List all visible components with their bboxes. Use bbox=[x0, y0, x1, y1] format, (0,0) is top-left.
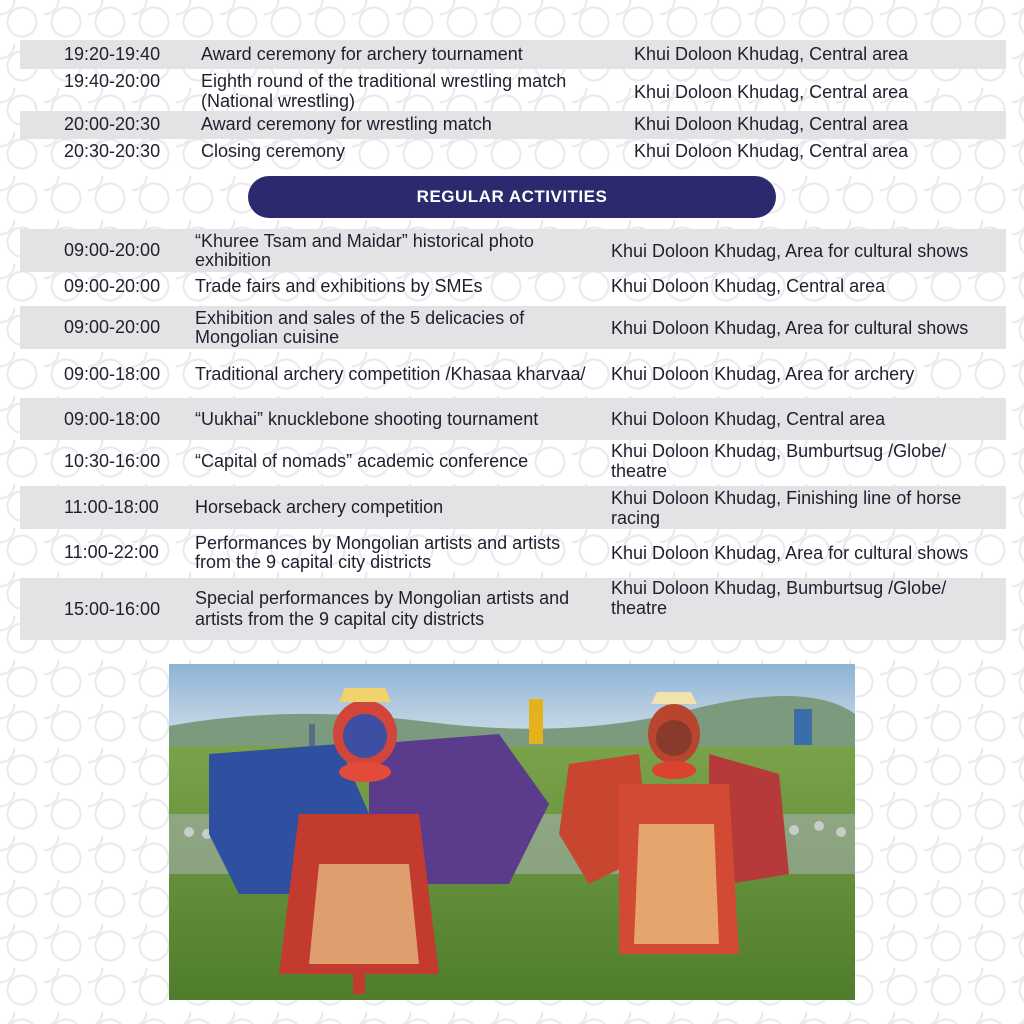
event-cell: Award ceremony for archery tournament bbox=[201, 44, 523, 64]
event-cell: Closing ceremony bbox=[201, 141, 346, 161]
event-cell: Special performances by Mongolian artists and artists from the 9 capital city districts bbox=[195, 588, 570, 629]
time-cell: 11:00-22:00 bbox=[64, 542, 159, 562]
activity-row bbox=[20, 486, 1006, 529]
event-cell: Traditional archery competition /Khasaa kharvaa/ bbox=[195, 363, 586, 384]
time-cell: 09:00-18:00 bbox=[64, 363, 161, 384]
activity-row bbox=[20, 272, 1006, 300]
activity-row bbox=[20, 531, 1006, 574]
section-header bbox=[248, 176, 776, 218]
time-cell: 19:20-19:40 bbox=[64, 44, 161, 64]
location-cell: Khui Doloon Khudag, Area for archery bbox=[611, 364, 915, 384]
schedule-row bbox=[20, 70, 1006, 110]
location-cell: Khui Doloon Khudag, Central area bbox=[611, 409, 886, 429]
time-cell: 20:00-20:30 bbox=[64, 114, 161, 134]
event-cell: Horseback archery competition bbox=[195, 497, 444, 517]
time-cell: 19:40-20:00 bbox=[64, 71, 161, 91]
event-cell: Award ceremony for wrestling match bbox=[201, 114, 492, 134]
schedule-row bbox=[20, 140, 1006, 166]
location-cell: Khui Doloon Khudag, Central area bbox=[634, 114, 909, 134]
activity-row bbox=[20, 352, 1006, 396]
location-cell: Khui Doloon Khudag, Bumburtsug /Globe/ theatre bbox=[611, 441, 947, 481]
location-cell: Khui Doloon Khudag, Central area bbox=[634, 141, 909, 161]
section-title: REGULAR ACTIVITIES bbox=[416, 187, 608, 206]
location-cell: Khui Doloon Khudag, Central area bbox=[634, 82, 909, 102]
location-cell: Khui Doloon Khudag, Finishing line of horse racing bbox=[611, 487, 962, 528]
event-cell: “Capital of nomads” academic conference bbox=[195, 450, 529, 471]
time-cell: 11:00-18:00 bbox=[64, 497, 159, 517]
time-cell: 10:30-16:00 bbox=[64, 450, 161, 471]
location-cell: Khui Doloon Khudag, Area for cultural shows bbox=[611, 240, 969, 261]
event-cell: Exhibition and sales of the 5 delicacies of Mongolian cuisine bbox=[195, 307, 525, 347]
time-cell: 20:30-20:30 bbox=[64, 141, 161, 161]
location-cell: Khui Doloon Khudag, Central area bbox=[634, 44, 909, 64]
location-cell: Khui Doloon Khudag, Area for cultural shows bbox=[611, 542, 969, 563]
time-cell: 09:00-20:00 bbox=[64, 275, 161, 296]
location-cell: Khui Doloon Khudag, Central area bbox=[611, 276, 886, 296]
activity-row bbox=[20, 440, 1006, 482]
event-cell: Trade fairs and exhibitions by SMEs bbox=[195, 275, 483, 296]
time-cell: 09:00-18:00 bbox=[64, 408, 161, 429]
tsam-dance-illustration bbox=[169, 664, 855, 1000]
event-cell: Eighth round of the traditional wrestling match (National wrestling) bbox=[201, 71, 567, 111]
schedule-row bbox=[20, 111, 1006, 139]
activity-row bbox=[20, 229, 1006, 272]
tsam-dance-photo bbox=[169, 664, 855, 1000]
event-cell: Performances by Mongolian artists and artists from the 9 capital city districts bbox=[195, 532, 561, 572]
activity-row bbox=[20, 398, 1006, 440]
location-cell: Khui Doloon Khudag, Area for cultural shows bbox=[611, 317, 969, 338]
location-cell: Khui Doloon Khudag, Bumburtsug /Globe/ theatre bbox=[611, 578, 947, 618]
activity-row bbox=[20, 306, 1006, 349]
event-cell: “Khuree Tsam and Maidar” historical photo exhibition bbox=[195, 230, 534, 270]
time-cell: 09:00-20:00 bbox=[64, 317, 161, 337]
event-cell: “Uukhai” knucklebone shooting tournament bbox=[195, 408, 539, 429]
schedule-row bbox=[20, 40, 1006, 69]
time-cell: 09:00-20:00 bbox=[64, 240, 161, 260]
time-cell: 15:00-16:00 bbox=[64, 598, 161, 619]
activity-row bbox=[20, 578, 1006, 640]
